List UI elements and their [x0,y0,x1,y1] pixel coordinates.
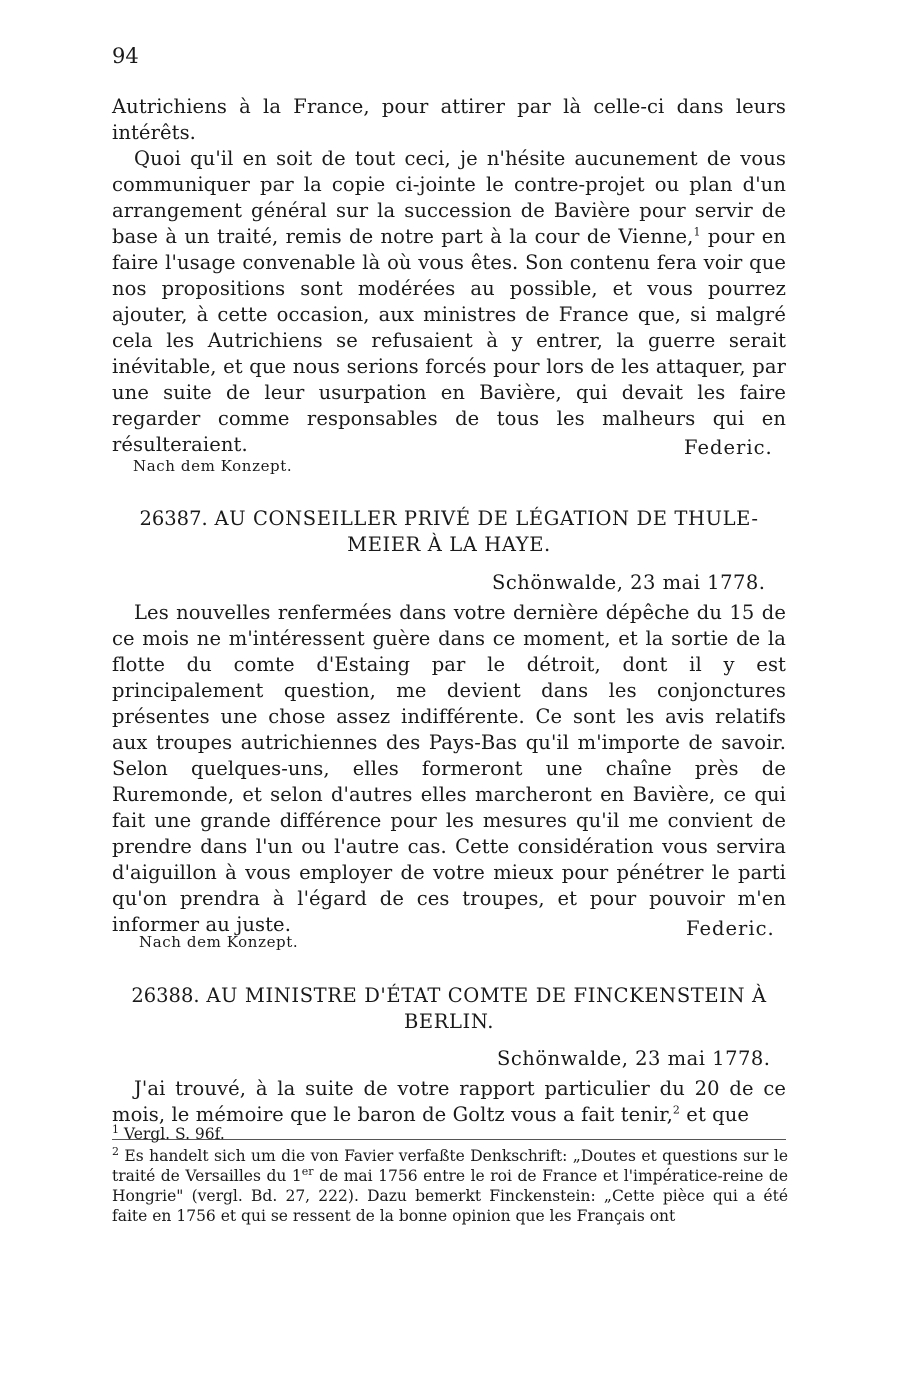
letter-body-text: Les nouvelles renfermées dans votre dernière dépêche du 15 de ce mois ne m'intéressent guère dans ce moment, et la sortie de la flotte du comte d'Estaing par le détroit, dont il y est principalement question, me devient dans les conjonctures présentes une chose assez indifférente. Ce sont les avis relatifs aux troupes autrichiennes des Pays-Bas qu'il m'importe de savoir. Selon quelques-uns, elles formeront une chaîne près de Ruremonde, et selon d'autres elles marcheront en Bavière, ce qui fait une grande différence pour les mesures qu'il me convient de prendre dans l'un ou l'autre cas. Cette considération vous servira d'aiguillon à vous employer de votre mieux pour pénétrer le parti qu'on prendra à l'égard de ces troupes, et pour pouvoir m'en informer au juste. [112,601,786,936]
intro-text [112,94,786,458]
intro-paragraph-1: Autrichiens à la France, pour attirer par là celle-ci dans leurs intérêts. [112,95,786,144]
footnote-superscript: er [301,1164,314,1178]
letter-body-start: J'ai trouvé, à la suite de votre rapport particulier du 20 de ce mois, le mémoire que le baron de Goltz vous a fait tenir, [112,1077,786,1126]
footnote-mark: 1 [112,1122,119,1136]
place-date-2: Schönwalde, 23 mai 1778. [497,1047,771,1070]
footnote-1 [112,1124,788,1144]
letter-26387-title-line-2: MEIER À LA HAYE. [347,533,551,556]
signature-1: Federic. [684,436,773,459]
source-note-2: Nach dem Konzept. [139,933,299,951]
footnote-ref-1[interactable]: 1 [693,225,701,239]
letter-body-rest: et que [680,1103,750,1126]
letter-26387-title-line-1 [112,506,786,532]
footnote-mark: 2 [112,1144,119,1158]
letter-26388-title-line-1 [112,983,786,1009]
page-number: 94 [112,44,139,68]
source-note-1: Nach dem Konzept. [133,457,293,475]
letter-title: AU MINISTRE D'ÉTAT COMTE DE FINCKENSTEIN À [206,984,767,1007]
letter-26388-body [112,1076,786,1128]
letter-26388-heading [112,983,786,1035]
intro-paragraph-2 [112,146,786,458]
footnote-text: Vergl. S. 96f. [119,1125,225,1143]
letter-number: 26388. [131,984,200,1007]
footnote-2 [112,1146,788,1226]
letter-26387-heading [112,506,786,558]
footnote-text-rest: de mai 1756 entre le roi de France et l'impératice-reine de Hongrie" (vergl. Bd. 27, 222). Dazu bemerkt Finckenstein: „Cette pièce qui a été faite en 1756 et qui se ressent de la bonne opinion que les Français ont [112,1167,789,1225]
signature-2: Federic. [686,917,775,940]
letter-26388-title-line-2: BERLIN. [403,1010,495,1033]
footnote-text: Es handelt sich um die von Favier verfaßte Denkschrift: „Doutes et questions sur le traité de Versailles du 1 [112,1147,788,1185]
place-date-1: Schönwalde, 23 mai 1778. [492,571,766,594]
letter-body-text [112,1076,786,1128]
intro-paragraph-2-rest: pour en faire l'usage convenable là où vous êtes. Son contenu fera voir que nos propositions sont modérées au possible, et vous pourrez ajouter, à cette occasion, aux ministres de France que, si malgré cela les Autrichiens se refusaient à y entrer, la guerre serait inévitable, et que nous serions forcés pour lors de les attaquer, par une suite de leur usurpation en Bavière, qui devait les faire regarder comme responsables de tous les malheurs qui en résulteraient. [112,225,786,456]
footnote-ref-2[interactable]: 2 [672,1103,680,1117]
letter-26387-body [112,600,786,938]
letter-title: AU CONSEILLER PRIVÉ DE LÉGATION DE THULE- [214,507,759,530]
intro-paragraph-2-text: Quoi qu'il en soit de tout ceci, je n'hésite aucunement de vous communiquer par la copie ci-jointe le contre-projet ou plan d'un arrangement général sur la succession de Bavière pour servir de base à un traité, remis de notre part à la cour de Vienne, [112,147,786,248]
letter-number: 26387. [139,507,208,530]
